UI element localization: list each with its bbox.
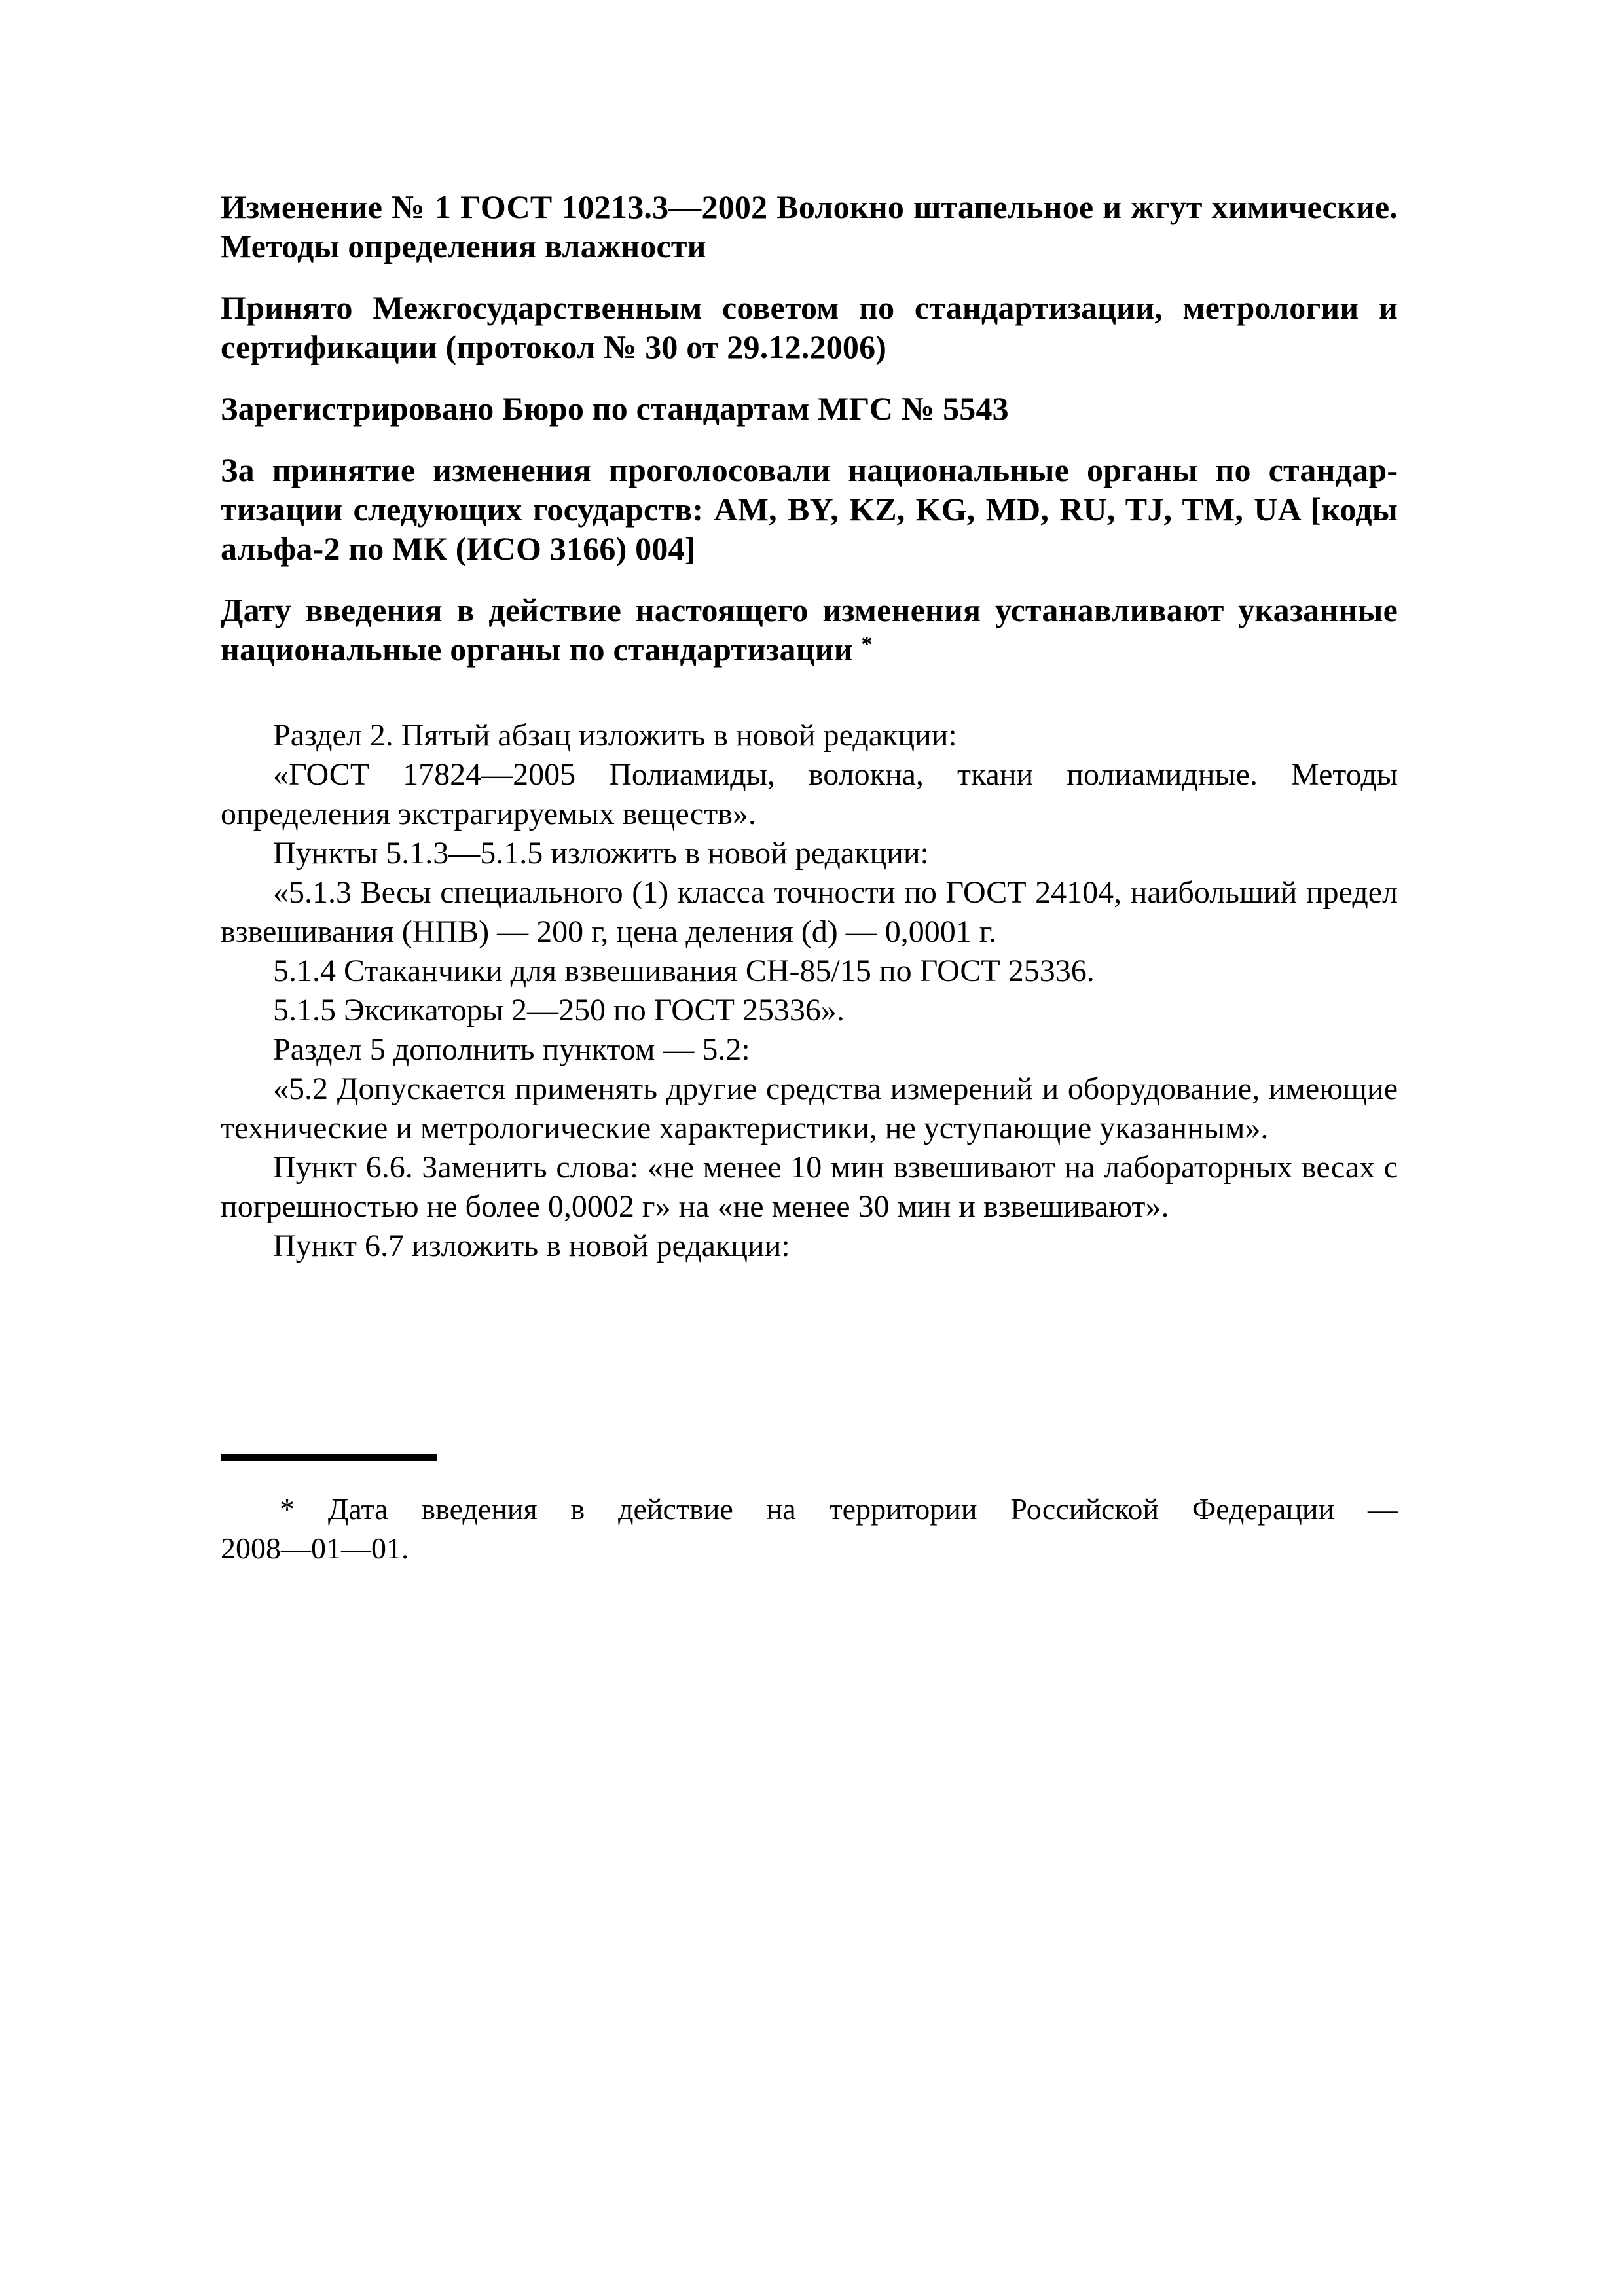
footnote-text-line2: 2008—01—01. [221, 1532, 409, 1565]
document-content [221, 187, 1398, 1266]
document-title: Изменение № 1 ГОСТ 10213.3—2002 Волокно штапельное и жгут химические. Методы определения влажности [221, 188, 1398, 264]
body-paragraph-point67: Пункт 6.7 изложить в новой редакции: [273, 1229, 790, 1263]
body-paragraph-points-513-515: Пункты 5.1.3—5.1.5 изложить в новой редакции: [273, 836, 929, 870]
body-paragraph-513: «5.1.3 Весы специального (1) класса точности по ГОСТ 24104, наибольший предел взвешивания (НПВ) — 200 г, цена деления (d) — 0,0001 г. [221, 875, 1398, 949]
footnote-marker: * [861, 632, 873, 656]
amendment-body [221, 716, 1398, 1266]
body-paragraph-514: 5.1.4 Стаканчики для взвешивания СН-85/15 по ГОСТ 25336. [273, 954, 1095, 988]
body-paragraph-point66: Пункт 6.6. Заменить слова: «не менее 10 мин взвешивают на лабораторных весах с погрешностью не более 0,0002 г» на «не менее 30 мин и взвешивают». [221, 1150, 1398, 1224]
footnote-text-line1: * Дата введения в действие на территории Российской Федерации — [280, 1492, 1398, 1526]
effective-date-text: Дату введения в действие настоящего изменения устанавливают указанные национальные органы по стандартизации [221, 592, 1398, 668]
body-paragraph-515: 5.1.5 Эксикаторы 2—250 по ГОСТ 25336». [273, 993, 845, 1028]
registration-paragraph: Зарегистрировано Бюро по стандартам МГС № 5543 [221, 390, 1009, 427]
body-paragraph-section2: Раздел 2. Пятый абзац изложить в новой редакции: [273, 718, 957, 753]
effective-date-paragraph [221, 590, 1398, 669]
footnote [221, 1454, 1398, 1568]
adoption-paragraph: Принято Межгосударственным советом по стандартизации, метрологии и сертификации (протокол № 30 от 29.12.2006) [221, 289, 1398, 365]
body-paragraph-52: «5.2 Допускается применять другие средства измерений и оборудование, имеющие технические и метрологические характеристики, не уступающие указанным». [221, 1071, 1398, 1145]
body-paragraph-gost17824: «ГОСТ 17824—2005 Полиамиды, волокна, ткани полиамидные. Методы определения экстрагируемых веществ». [221, 757, 1398, 831]
footnote-separator-rule [221, 1454, 437, 1461]
voting-paragraph: За принятие изменения проголосовали национальные органы по стандартизации следующих государств: AM, BY, KZ, KG, MD, RU, TJ, TM, UA [коды альфа-2 по МК (ИСО 3166) 004] [221, 452, 1398, 567]
body-paragraph-section5: Раздел 5 дополнить пунктом — 5.2: [273, 1032, 750, 1067]
